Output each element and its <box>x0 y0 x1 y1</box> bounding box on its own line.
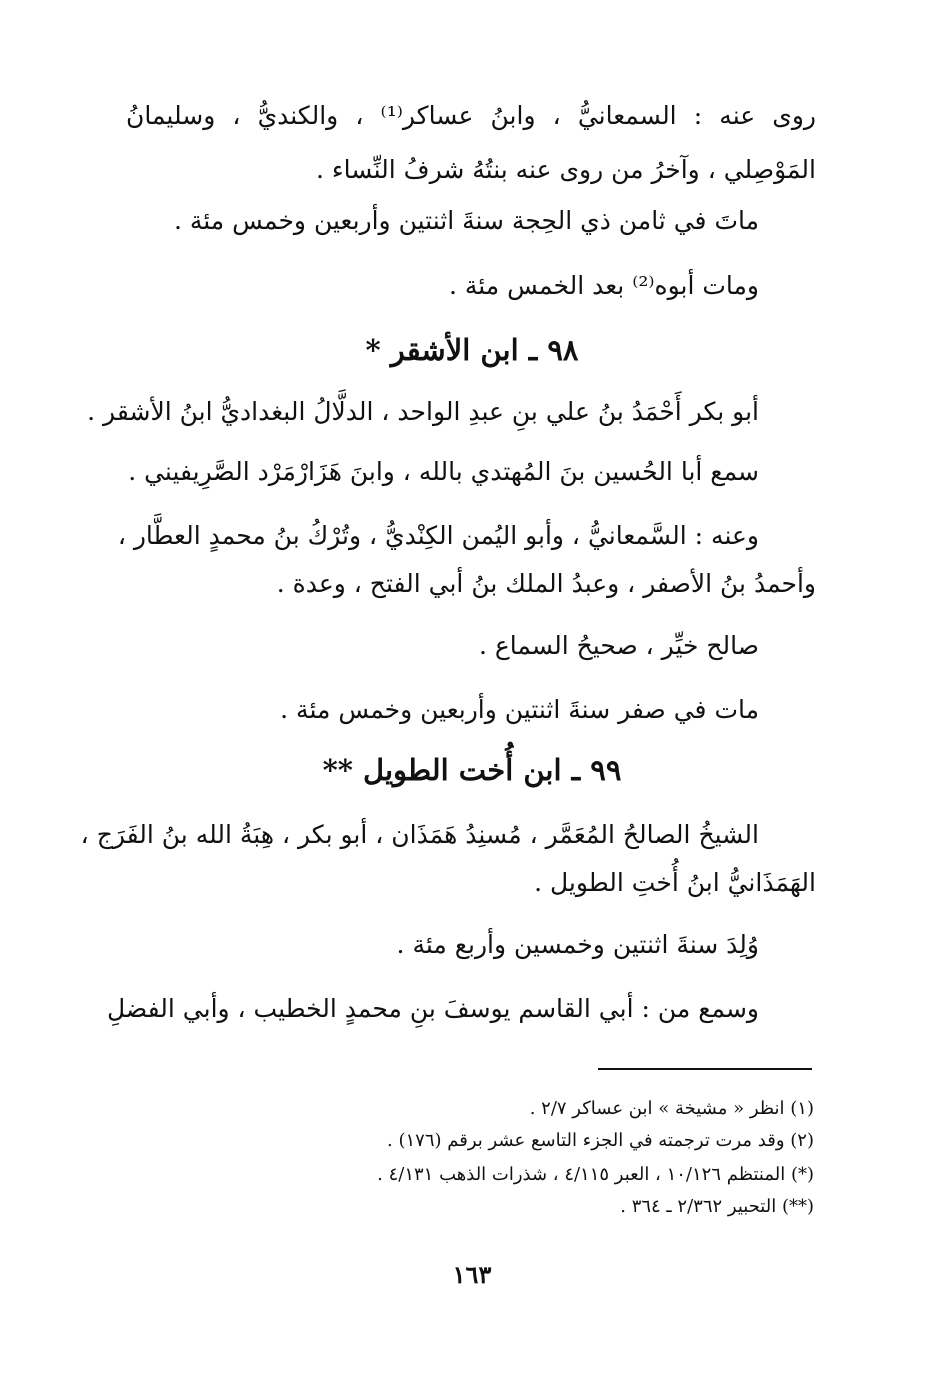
footnote-2: (٢) وقد مرت ترجمته في الجزء التاسع عشر برقم (١٧٦) . <box>387 1130 814 1151</box>
section-98-line-2: سمع أبا الحُسين بنَ المُهتدي بالله ، وابنَ هَزَارْمَرْد الصَّرِيفيني . <box>128 457 759 486</box>
body-line-1: روى عنه : السمعانيُّ ، وابنُ عساكر⁽¹⁾ ، والكنديُّ ، وسليمانُ <box>126 101 816 130</box>
section-98-line-3: وعنه : السَّمعانيُّ ، وأبو اليُمن الكِنْديُّ ، وتُرْكُ بنُ محمدٍ العطَّار ، <box>117 521 759 550</box>
footnote-4: (**) التحبير ٢/٣٦٢ ـ ٣٦٤ . <box>620 1196 814 1217</box>
footnote-3: (*) المنتظم ١٠/١٢٦ ، العبر ٤/١١٥ ، شذرات الذهب ٤/١٣١ . <box>377 1164 814 1185</box>
section-98-line-1: أبو بكر أَحْمَدُ بنُ علي بنِ عبدِ الواحد ، الدلَّالُ البغداديُّ ابنُ الأشقر . <box>87 397 759 426</box>
body-line-3: ماتَ في ثامن ذي الحِجة سنةَ اثنتين وأربعين وخمس مئة . <box>173 206 759 235</box>
body-line-4: ومات أبوه⁽²⁾ بعد الخمس مئة . <box>448 271 759 300</box>
section-98-line-4: وأحمدُ بنُ الأصفر ، وعبدُ الملك بنُ أبي الفتح ، وعدة . <box>276 569 816 598</box>
body-line-2: المَوْصِلي ، وآخرُ من روى عنه بنتُهُ شرفُ النِّساء . <box>316 155 816 184</box>
footnote-1: (١) انظر « مشيخة » ابن عساكر ٢/٧ . <box>529 1098 814 1119</box>
footnote-divider <box>598 1068 812 1070</box>
page-number: ١٦٣ <box>452 1260 492 1289</box>
section-98-line-6: مات في صفر سنةَ اثنتين وأربعين وخمس مئة . <box>280 695 759 724</box>
section-98-line-5: صالح خيِّر ، صحيحُ السماع . <box>478 631 759 660</box>
section-99-heading: ٩٩ ـ ابن أُخت الطويل ** <box>322 753 622 787</box>
section-99-line-3: وُلِدَ سنةَ اثنتين وخمسين وأربع مئة . <box>396 930 759 959</box>
section-99-line-1: الشيخُ الصالحُ المُعَمَّر ، مُسنِدُ هَمَذَان ، أبو بكر ، هِبَةُ الله بنُ الفَرَج ، <box>80 820 759 849</box>
section-98-heading: ٩٨ ـ ابن الأشقر * <box>365 333 579 367</box>
section-99-line-2: الهَمَذَانيُّ ابنُ أُختِ الطويل . <box>534 868 816 897</box>
section-99-line-4: وسمع من : أبي القاسم يوسفَ بنِ محمدٍ الخطيب ، وأبي الفضلِ <box>107 994 759 1023</box>
